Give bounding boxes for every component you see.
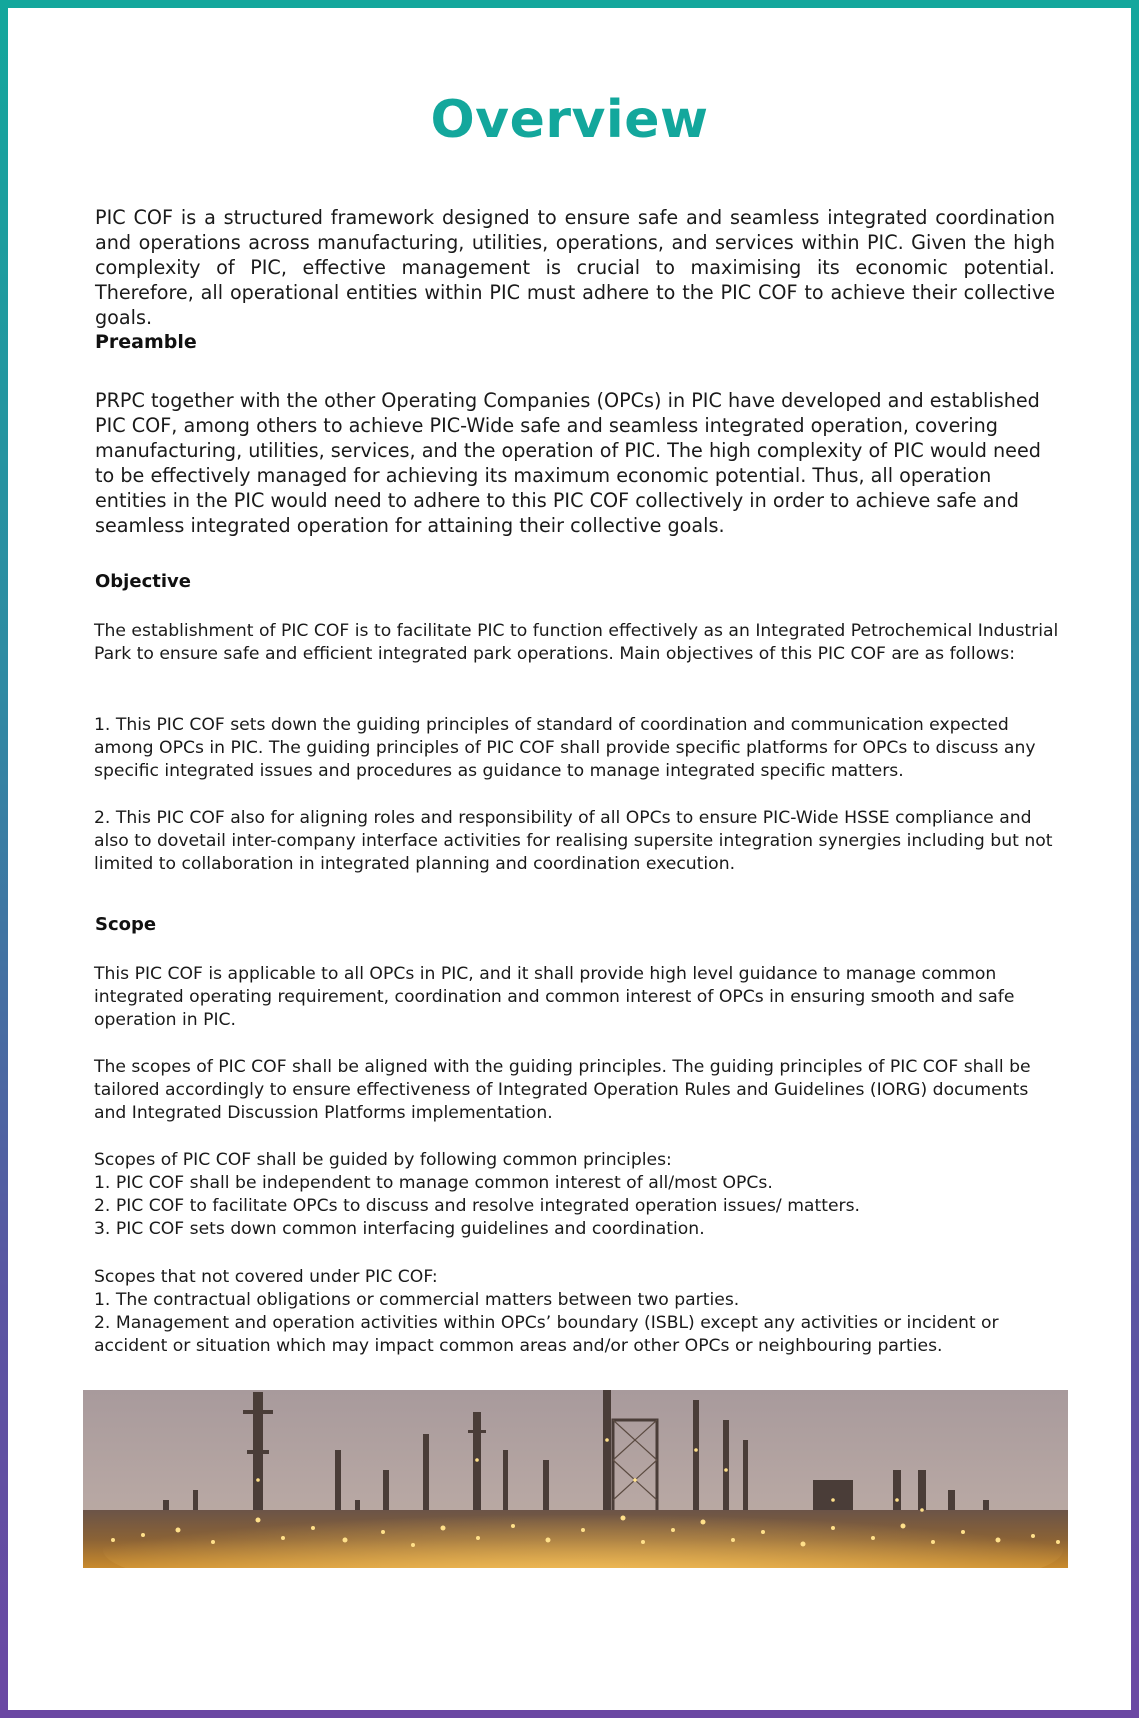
objective-item-1: 1. This PIC COF sets down the guiding principles of standard of coordination and communication expected among OPCs in PIC. The guiding principles of PIC COF shall provide specific platforms for OPCs to discuss any specific integrated issues and procedures as guidance to manage integrated specific matters.	[94, 715, 1036, 781]
objective-intro: The establishment of PIC COF is to facilitate PIC to function effectively as an Integrated Petrochemical Industrial Park to ensure safe and efficient integrated park operations. Main objectives of this PIC COF are as follows:	[94, 621, 1059, 664]
scope-paragraph-1: This PIC COF is applicable to all OPCs in PIC, and it shall provide high level guidance to manage common integrated operating requirement, coordination and common interest of OPCs in ensuring smooth and safe operation in PIC.	[94, 964, 1015, 1030]
list-item: 2. Management and operation activities within OPCs’ boundary (ISBL) except any activities or incident or accident or situation which may impact common areas and/or other OPCs or neighbouring parties.	[94, 1313, 999, 1356]
scope-principles-intro: Scopes of PIC COF shall be guided by following common principles:	[94, 1150, 672, 1170]
industrial-plant-image	[83, 1390, 1068, 1568]
list-item: 1. The contractual obligations or commercial matters between two parties.	[94, 1290, 740, 1310]
scope-excluded	[94, 1266, 1064, 1358]
scope-principles	[94, 1149, 1064, 1241]
preamble-heading: Preamble	[95, 331, 197, 353]
scope-paragraph-2: The scopes of PIC COF shall be aligned with the guiding principles. The guiding principles of PIC COF shall be tailored accordingly to ensure effectiveness of Integrated Operation Rules and Guidelines (IORG) documents and Integrated Discussion Platforms implementation.	[94, 1057, 1031, 1123]
list-item: 1. PIC COF shall be independent to manage common interest of all/most OPCs.	[94, 1173, 773, 1193]
list-item: 2. PIC COF to facilitate OPCs to discuss and resolve integrated operation issues/ matters.	[94, 1196, 861, 1216]
list-item: 3. PIC COF sets down common interfacing guidelines and coordination.	[94, 1219, 705, 1239]
page	[8, 8, 1131, 1710]
scope-excluded-intro: Scopes that not covered under PIC COF:	[94, 1267, 438, 1287]
industrial-plant-banner	[83, 1390, 1068, 1568]
objective-heading: Objective	[95, 571, 191, 592]
scope-heading: Scope	[95, 914, 157, 935]
page-title: Overview	[430, 90, 709, 150]
intro-paragraph: PIC COF is a structured framework designed to ensure safe and seamless integrated coordination and operations across manufacturing, utilities, operations, and services within PIC. Given the high complexity of PIC, effective management is crucial to maximising its economic potential. Therefore, all operational entities within PIC must adhere to the PIC COF to achieve their collective goals.	[95, 206, 1055, 329]
preamble-paragraph: PRPC together with the other Operating Companies (OPCs) in PIC have developed and established PIC COF, among others to achieve PIC-Wide safe and seamless integrated operation, covering manufacturing, utilities, services, and the operation of PIC. The high complexity of PIC would need to be effectively managed for achieving its maximum economic potential. Thus, all operation entities in the PIC would need to adhere to this PIC COF collectively in order to achieve safe and seamless integrated operation for attaining their collective goals.	[95, 389, 1041, 537]
objective-item-2: 2. This PIC COF also for aligning roles and responsibility of all OPCs to ensure PIC-Wide HSSE compliance and also to dovetail inter-company interface activities for realising supersite integration synergies including but not limited to collaboration in integrated planning and coordination execution.	[94, 808, 1053, 874]
